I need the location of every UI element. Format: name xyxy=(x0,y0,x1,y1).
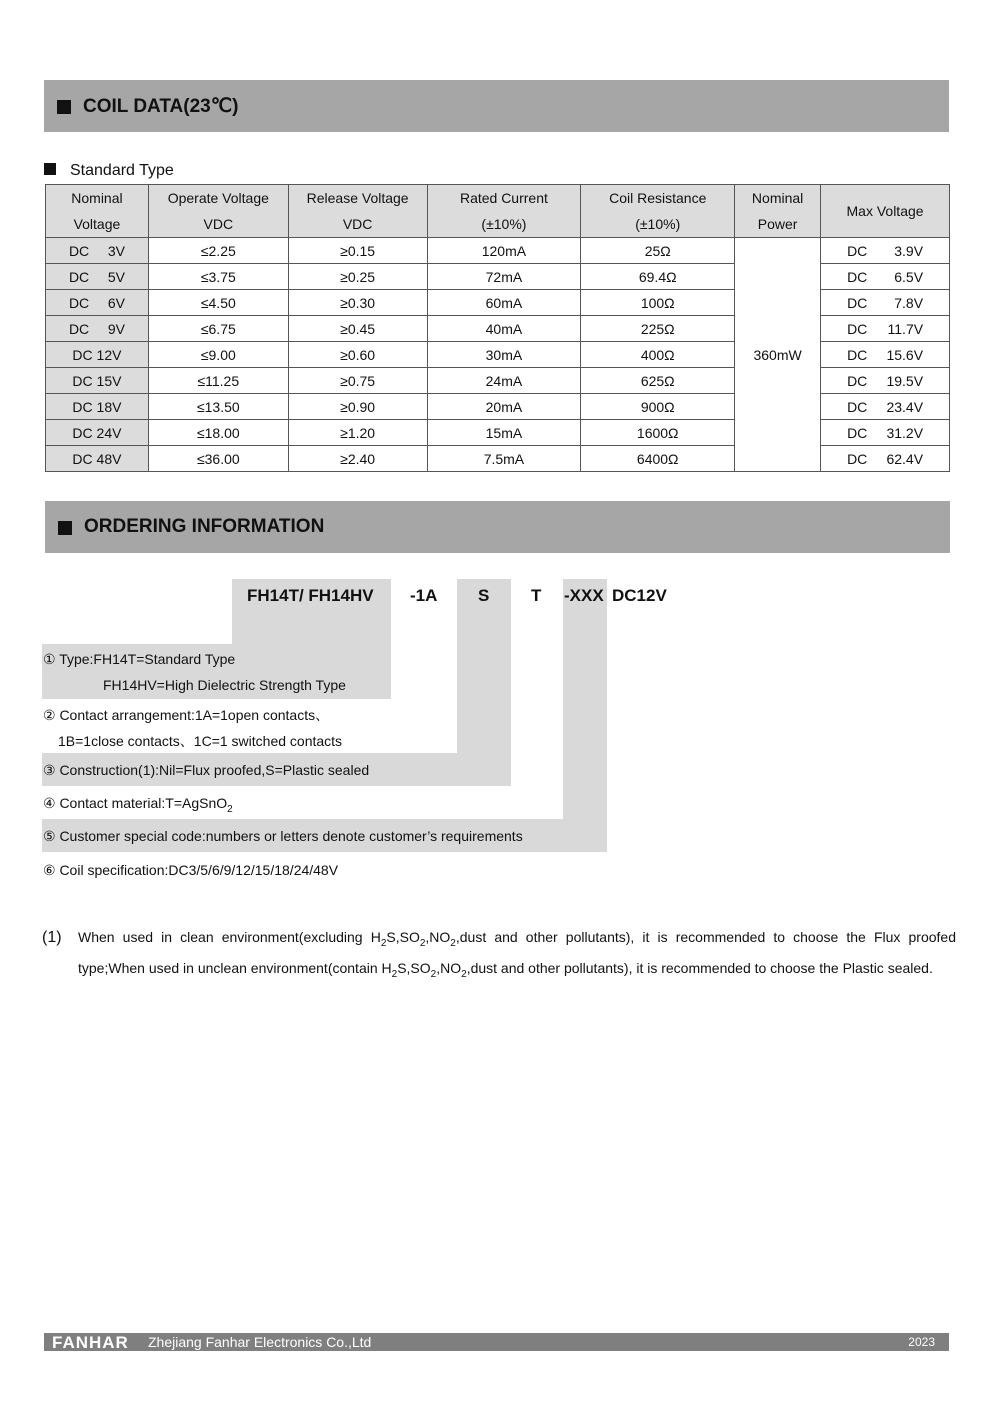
header-rated-current: Rated Current (±10%) xyxy=(427,185,581,238)
cell-release-voltage: ≥0.75 xyxy=(288,368,427,394)
ordering-item-construction: ③ Construction(1):Nil=Flux proofed,S=Plastic sealed xyxy=(43,762,370,778)
cell-max-voltage: DC 15.6V xyxy=(821,342,950,368)
cell-nominal-voltage: DC 24V xyxy=(46,420,149,446)
cell-rated-current: 15mA xyxy=(427,420,581,446)
cell-coil-resistance: 400Ω xyxy=(581,342,735,368)
header-nominal-voltage: Nominal Voltage xyxy=(46,185,149,238)
cell-release-voltage: ≥0.45 xyxy=(288,316,427,342)
cell-operate-voltage: ≤18.00 xyxy=(148,420,288,446)
header-nominal-power: Nominal Power xyxy=(735,185,821,238)
ordering-item-type: ① Type:FH14T=Standard Type xyxy=(43,651,236,667)
square-bullet-icon xyxy=(58,521,72,535)
cell-max-voltage: DC 3.9V xyxy=(821,238,950,264)
ordering-item-arrangement-cont: 1B=1close contacts、1C=1 switched contacts xyxy=(58,733,343,749)
cell-max-voltage: DC 62.4V xyxy=(821,446,950,472)
footer-year: 2023 xyxy=(908,1335,935,1349)
cell-nominal-power: 360mW xyxy=(735,238,821,472)
code-arrangement: -1A xyxy=(410,586,438,605)
fanhar-logo: FANHAR xyxy=(52,1333,129,1352)
cell-nominal-voltage: DC 12V xyxy=(46,342,149,368)
cell-nominal-voltage: DC 15V xyxy=(46,368,149,394)
cell-release-voltage: ≥0.15 xyxy=(288,238,427,264)
cell-release-voltage: ≥0.90 xyxy=(288,394,427,420)
cell-nominal-voltage: DC 9V xyxy=(46,316,149,342)
cell-nominal-voltage: DC 48V xyxy=(46,446,149,472)
standard-type-heading: Standard Type xyxy=(44,162,174,180)
cell-rated-current: 72mA xyxy=(427,264,581,290)
coil-data-header xyxy=(44,80,949,132)
cell-operate-voltage: ≤9.00 xyxy=(148,342,288,368)
cell-release-voltage: ≥1.20 xyxy=(288,420,427,446)
header-coil-resistance: Coil Resistance (±10%) xyxy=(581,185,735,238)
coil-data-table xyxy=(45,184,950,472)
cell-rated-current: 40mA xyxy=(427,316,581,342)
page-footer xyxy=(44,1333,949,1351)
cell-release-voltage: ≥0.25 xyxy=(288,264,427,290)
cell-coil-resistance: 6400Ω xyxy=(581,446,735,472)
cell-coil-resistance: 900Ω xyxy=(581,394,735,420)
code-coil: DC12V xyxy=(612,586,667,605)
cell-coil-resistance: 1600Ω xyxy=(581,420,735,446)
coil-data-title: COIL DATA(23℃) xyxy=(83,96,239,117)
cell-rated-current: 30mA xyxy=(427,342,581,368)
header-max-voltage: Max Voltage xyxy=(821,185,950,238)
cell-max-voltage: DC 6.5V xyxy=(821,264,950,290)
ordering-info-header xyxy=(45,501,950,553)
cell-release-voltage: ≥0.30 xyxy=(288,290,427,316)
cell-release-voltage: ≥2.40 xyxy=(288,446,427,472)
cell-max-voltage: DC 11.7V xyxy=(821,316,950,342)
code-special: -XXX xyxy=(564,586,604,605)
cell-max-voltage: DC 23.4V xyxy=(821,394,950,420)
cell-operate-voltage: ≤2.25 xyxy=(148,238,288,264)
company-name: Zhejiang Fanhar Electronics Co.,Ltd xyxy=(148,1334,372,1350)
cell-nominal-voltage: DC 5V xyxy=(46,264,149,290)
cell-coil-resistance: 225Ω xyxy=(581,316,735,342)
ordering-item-type-hv: FH14HV=High Dielectric Strength Type xyxy=(103,677,346,693)
cell-coil-resistance: 100Ω xyxy=(581,290,735,316)
construction-footnote xyxy=(42,925,956,987)
header-operate-voltage: Operate Voltage VDC xyxy=(148,185,288,238)
cell-operate-voltage: ≤6.75 xyxy=(148,316,288,342)
cell-nominal-voltage: DC 18V xyxy=(46,394,149,420)
cell-nominal-voltage: DC 6V xyxy=(46,290,149,316)
cell-coil-resistance: 69.4Ω xyxy=(581,264,735,290)
footnote-text: When used in clean environment(excluding $H_2S,SO_2,NO_2,dust$ and other pollutants), it is recommended to choose the Flux proofed type;When used in unclean environment(contain $H_2S,SO_2,NO_2,dust$ and other pollutants), it is recommended to choose the Plastic sealed. xyxy=(78,929,956,980)
ordering-item-material: ④ Contact material:T=AgSnO$_2$ xyxy=(43,795,233,815)
code-material: T xyxy=(531,586,542,605)
code-type: FH14T/ FH14HV xyxy=(247,586,374,605)
cell-nominal-voltage: DC 3V xyxy=(46,238,149,264)
ordering-item-arrangement: ② Contact arrangement:1A=1open contacts、 xyxy=(43,707,330,723)
table-row xyxy=(46,238,950,264)
footnote-number: (1) xyxy=(42,929,62,946)
cell-max-voltage: DC 7.8V xyxy=(821,290,950,316)
ordering-item-special-code: ⑤ Customer special code:numbers or letters denote customer’s requirements xyxy=(43,828,523,844)
table-header-row xyxy=(46,185,950,238)
cell-operate-voltage: ≤36.00 xyxy=(148,446,288,472)
square-bullet-icon xyxy=(44,163,56,175)
cell-operate-voltage: ≤4.50 xyxy=(148,290,288,316)
cell-max-voltage: DC 19.5V xyxy=(821,368,950,394)
cell-coil-resistance: 25Ω xyxy=(581,238,735,264)
ordering-item-coil-spec: ⑥ Coil specification:DC3/5/6/9/12/15/18/24/48V xyxy=(43,862,339,878)
ordering-info-title: ORDERING INFORMATION xyxy=(84,516,325,537)
cell-rated-current: 24mA xyxy=(427,368,581,394)
code-construction: S xyxy=(478,586,490,605)
cell-operate-voltage: ≤13.50 xyxy=(148,394,288,420)
cell-release-voltage: ≥0.60 xyxy=(288,342,427,368)
cell-coil-resistance: 625Ω xyxy=(581,368,735,394)
cell-rated-current: 20mA xyxy=(427,394,581,420)
cell-operate-voltage: ≤3.75 xyxy=(148,264,288,290)
special-code-column-box xyxy=(563,579,607,852)
cell-rated-current: 7.5mA xyxy=(427,446,581,472)
square-bullet-icon xyxy=(57,100,71,114)
cell-rated-current: 120mA xyxy=(427,238,581,264)
header-release-voltage: Release Voltage VDC xyxy=(288,185,427,238)
cell-operate-voltage: ≤11.25 xyxy=(148,368,288,394)
cell-max-voltage: DC 31.2V xyxy=(821,420,950,446)
cell-rated-current: 60mA xyxy=(427,290,581,316)
